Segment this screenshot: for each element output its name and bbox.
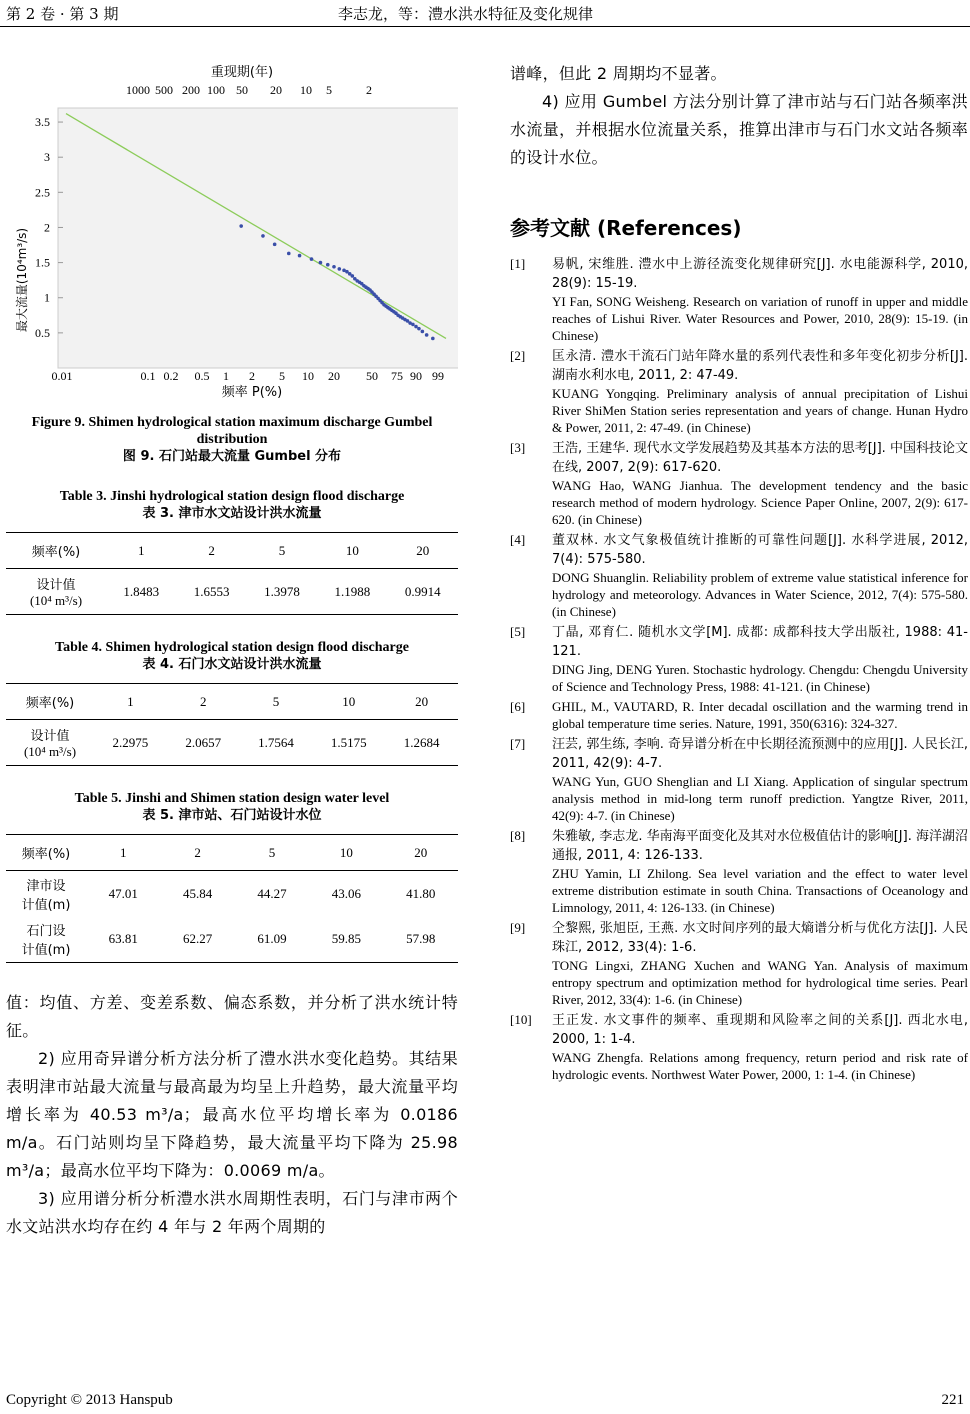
reference-list (510, 255, 968, 1083)
reference-en: ZHU Yamin, LI Zhilong. Sea level variation and the effect to water level extreme distribution estimate in south China. Transactions of Oceanology and Limnology, 2011, 4: 126-133. (in Chinese) (552, 866, 968, 915)
x-tick-label: 90 (410, 369, 422, 383)
table-header-cell: 10 (309, 835, 383, 871)
data-point (431, 337, 435, 341)
table5-caption-en: Table 5. Jinshi and Shimen station design water level (74, 791, 390, 806)
table-header-cell: 频率(%) (6, 533, 106, 569)
table-row-label: 石门设 计值(m) (6, 917, 86, 963)
paragraph-gumbel: 4) 应用 Gumbel 方法分别计算了津市站与石门站各频率洪水流量，并根据水位流量关系，推算出津市与石门水文站各频率的设计水位。 (510, 92, 968, 167)
data-point (261, 234, 265, 238)
table-row-label: 设计值 (10⁴ m³/s) (6, 720, 94, 766)
top-tick-label: 1000 (126, 83, 150, 97)
table-header-cell: 10 (312, 684, 385, 720)
x-tick-label: 2 (249, 369, 255, 383)
data-point (425, 333, 429, 337)
table4-caption-cn: 表 4. 石门水文站设计洪水流量 (142, 657, 322, 672)
data-point (310, 257, 314, 261)
data-point (421, 330, 425, 334)
figure-caption-cn: 图 9. 石门站最大流量 Gumbel 分布 (122, 449, 342, 464)
table-cell: 62.27 (160, 917, 234, 963)
reference-cn: 董双林. 水文气象极值统计推断的可靠性问题[J]. 水科学进展, 2012, 7(4): 575-580. (552, 533, 968, 567)
x-tick-label: 0.2 (163, 369, 179, 383)
data-point (239, 224, 243, 228)
top-tick-label: 100 (207, 83, 225, 97)
table4 (6, 683, 458, 766)
table-row-label: 津市设 计值(m) (6, 871, 86, 917)
reference-item (510, 347, 968, 436)
reference-item (510, 255, 968, 344)
data-point (273, 243, 277, 247)
reference-en: GHIL, M., VAUTARD, R. Inter decadal oscillation and the warming trend in global temperature time series. Nature, 1991, 350(6316): 324-327. (552, 699, 968, 731)
table-cell: 0.9914 (388, 569, 458, 615)
reference-item (510, 439, 968, 528)
x-tick-label: 10 (302, 369, 314, 383)
reference-number: [2] (510, 348, 526, 363)
table-cell: 1.2684 (385, 720, 458, 766)
reference-cn: 仝黎熙, 张旭臣, 王燕. 水文时间序列的最大熵谱分析与优化方法[J]. 人民珠江, 2012, 33(4): 1-6. (552, 921, 968, 955)
gumbel-chart-svg (6, 50, 458, 402)
y-tick-label: 1.5 (35, 255, 50, 270)
paragraph-period: 3) 应用谱分析分析澧水洪水周期性表明，石门与津市两个水文站洪水均存在约 4 年与 2 年两个周期的 (6, 1189, 458, 1236)
reference-cn: 王正发. 水文事件的频率、重现期和风险率之间的关系[J]. 西北水电, 2000, 1: 1-4. (552, 1013, 968, 1047)
table-header-cell: 5 (240, 684, 313, 720)
top-tick-label: 200 (182, 83, 200, 97)
table-cell: 1.3978 (247, 569, 317, 615)
top-tick-label: 2 (366, 83, 372, 97)
data-point (338, 267, 342, 271)
table-cell: 59.85 (309, 917, 383, 963)
reference-item (510, 623, 968, 695)
top-tick-label: 20 (270, 83, 282, 97)
data-point (326, 263, 330, 267)
reference-en: WANG Yun, GUO Shenglian and LI Xiang. Application of singular spectrum analysis method in mid-long term runoff prediction. Yangtze River, 2011, 42(9): 4-7. (in Chinese) (552, 774, 968, 823)
data-point (287, 252, 291, 256)
table-header-cell: 20 (385, 684, 458, 720)
reference-number: [10] (510, 1012, 532, 1027)
reference-item (510, 698, 968, 732)
table-header-cell: 2 (167, 684, 240, 720)
paragraph-continued: 谱峰，但此 2 周期均不显著。 (510, 64, 727, 83)
page-number: 221 (941, 1392, 964, 1408)
x-tick-label: 0.5 (194, 369, 210, 383)
reference-en: WANG Zhengfa. Relations among frequency, return period and risk rate of hydrologic events. Northwest Water Power, 2000, 1: 1-4. (in Chinese) (552, 1050, 968, 1082)
paragraph-stats: 值：均值、方差、变差系数、偏态系数，并分析了洪水统计特征。 (6, 993, 458, 1040)
reference-number: [3] (510, 440, 526, 455)
top-tick-label: 10 (300, 83, 312, 97)
y-tick-label: 1 (44, 290, 50, 305)
reference-number: [6] (510, 699, 526, 714)
table-header-cell: 1 (94, 684, 167, 720)
table-cell: 1.5175 (312, 720, 385, 766)
table-cell: 1.1988 (317, 569, 387, 615)
table-header-cell: 10 (317, 533, 387, 569)
table-cell: 2.2975 (94, 720, 167, 766)
table-header-cell: 频率(%) (6, 835, 86, 871)
table-cell: 63.81 (86, 917, 160, 963)
table-cell: 43.06 (309, 871, 383, 917)
gumbel-chart (6, 50, 458, 402)
table-header-cell: 20 (388, 533, 458, 569)
top-tick-label: 500 (155, 83, 173, 97)
header-volume: 第 2 卷 · 第 3 期 (6, 5, 119, 23)
reference-number: [8] (510, 828, 526, 843)
table5-caption-cn: 表 5. 津市站、石门站设计水位 (142, 808, 322, 823)
table-header-cell: 1 (106, 533, 176, 569)
table-cell: 61.09 (235, 917, 309, 963)
table-cell: 2.0657 (167, 720, 240, 766)
table-row-label: 设计值 (10⁴ m³/s) (6, 569, 106, 615)
reference-cn: 王浩, 王建华. 现代水文学发展趋势及其基本方法的思考[J]. 中国科技论文在线, 2007, 2(9): 617-620. (552, 441, 968, 475)
y-tick-label: 0.5 (35, 325, 50, 340)
table3-caption-cn: 表 3. 津市水文站设计洪水流量 (142, 506, 322, 521)
reference-en: DING Jing, DENG Yuren. Stochastic hydrology. Chengdu: Chengdu University of Science and Technology Press, 1988: 41-121. (in Chinese) (552, 662, 968, 694)
table-header-cell: 5 (235, 835, 309, 871)
table-cell: 57.98 (384, 917, 458, 963)
data-point (351, 274, 355, 278)
plot-area (58, 108, 458, 368)
table3-caption-en: Table 3. Jinshi hydrological station design flood discharge (59, 489, 405, 504)
data-point (298, 254, 302, 258)
y-tick-label: 2 (44, 220, 50, 235)
top-axis-title: 重现期(年) (210, 65, 274, 80)
table4-caption-en: Table 4. Shimen hydrological station design flood discharge (55, 640, 409, 655)
x-tick-label: 50 (366, 369, 378, 383)
table5 (6, 834, 458, 963)
table-header-cell: 频率(%) (6, 684, 94, 720)
x-tick-label: 5 (279, 369, 285, 383)
references-heading: 参考文献 (References) (510, 216, 742, 240)
y-tick-label: 3 (44, 150, 50, 165)
data-point (332, 265, 336, 269)
reference-cn: 汪芸, 郭生练, 李响. 奇异谱分析在中长期径流预测中的应用[J]. 人民长江, 2011, 42(9): 4-7. (552, 737, 968, 771)
data-point (417, 327, 421, 331)
table3 (6, 532, 458, 615)
table-cell: 44.27 (235, 871, 309, 917)
reference-number: [1] (510, 256, 526, 271)
table-header-cell: 20 (384, 835, 458, 871)
reference-number: [4] (510, 532, 526, 547)
reference-en: DONG Shuanglin. Reliability problem of extreme value statistical inference for hydrology and meteorology. Advances in Water Science, 2012, 7(4): 575-580. (in Chinese) (552, 570, 968, 619)
paragraph-trend: 2) 应用奇异谱分析方法分析了澧水洪水变化趋势。其结果表明津市站最大流量与最高最为均呈上升趋势，最大流量平均增长率为 40.53 m³/a；最高水位平均增长率为 0.0186 m/a。石门站则均呈下降趋势，最大流量平均下降为 25.98 m³/a；最高水位平均下降为：0.0069 m/a。 (6, 1049, 458, 1180)
copyright: Copyright © 2013 Hanspub (6, 1392, 173, 1408)
reference-cn: 易帆, 宋维胜. 澧水中上游径流变化规律研究[J]. 水电能源科学, 2010, 28(9): 15-19. (552, 257, 968, 291)
top-tick-label: 50 (236, 83, 248, 97)
reference-en: KUANG Yongqing. Preliminary analysis of annual precipitation of Lishui River ShiMen Station series representation and years of change. Hunan Hydro & Power, 2011, 2: 47-49. (in Chinese) (552, 386, 968, 435)
reference-item (510, 1011, 968, 1083)
reference-cn: 丁晶, 邓育仁. 随机水文学[M]. 成都: 成都科技大学出版社, 1988: 41-121. (552, 625, 968, 659)
reference-en: YI Fan, SONG Weisheng. Research on variation of runoff in upper and middle reaches of Lishui River. Water Resources and Power, 2010, 28(9): 15-19. (in Chinese) (552, 294, 968, 343)
table-cell: 47.01 (86, 871, 160, 917)
reference-number: [9] (510, 920, 526, 935)
y-tick-label: 3.5 (35, 115, 50, 130)
x-tick-label: 0.01 (51, 369, 73, 383)
x-tick-label: 99 (432, 369, 444, 383)
table-header-cell: 2 (176, 533, 246, 569)
reference-item (510, 919, 968, 1008)
table-header-cell: 2 (160, 835, 234, 871)
figure-caption-en: Figure 9. Shimen hydrological station maximum discharge Gumbel distribution (31, 415, 433, 447)
data-point (414, 325, 418, 329)
reference-cn: 匡永清. 澧水干流石门站年降水量的系列代表性和多年变化初步分析[J]. 湖南水利水电, 2011, 2: 47-49. (552, 349, 968, 383)
table-cell: 1.6553 (176, 569, 246, 615)
right-column (510, 60, 968, 1086)
y-tick-label: 2.5 (35, 185, 50, 200)
reference-number: [5] (510, 624, 526, 639)
reference-item (510, 531, 968, 620)
header-title: 李志龙，等：澧水洪水特征及变化规律 (338, 5, 594, 23)
data-point (411, 323, 415, 327)
table-cell: 41.80 (384, 871, 458, 917)
reference-item (510, 735, 968, 824)
table-cell: 1.8483 (106, 569, 176, 615)
data-point (319, 261, 323, 265)
top-tick-label: 5 (326, 83, 332, 97)
reference-en: TONG Lingxi, ZHANG Xuchen and WANG Yan. Analysis of maximum entropy spectrum and optimization method for hydrological time series. Pearl River, 2012, 33(4): 1-6. (in Chinese) (552, 958, 968, 1007)
x-tick-label: 1 (223, 369, 229, 383)
y-axis-label: 最大流量(10⁴m³/s) (15, 227, 29, 333)
reference-number: [7] (510, 736, 526, 751)
running-header (0, 0, 970, 27)
reference-item (510, 827, 968, 916)
table-header-cell: 5 (247, 533, 317, 569)
table-header-cell: 1 (86, 835, 160, 871)
x-axis-label: 频率 P(%) (221, 385, 283, 400)
x-tick-label: 0.1 (140, 369, 156, 383)
x-tick-label: 75 (391, 369, 403, 383)
x-tick-label: 20 (328, 369, 340, 383)
left-column (6, 50, 458, 1241)
table-cell: 1.7564 (240, 720, 313, 766)
reference-en: WANG Hao, WANG Jianhua. The development tendency and the basic research method of modern hydrology. Science Paper Online, 2007, 2(9): 617-620. (in Chinese) (552, 478, 968, 527)
reference-cn: 朱雅敏, 李志龙. 华南海平面变化及其对水位极值估计的影响[J]. 海洋湖沼通报, 2011, 4: 126-133. (552, 829, 968, 863)
table-cell: 45.84 (160, 871, 234, 917)
